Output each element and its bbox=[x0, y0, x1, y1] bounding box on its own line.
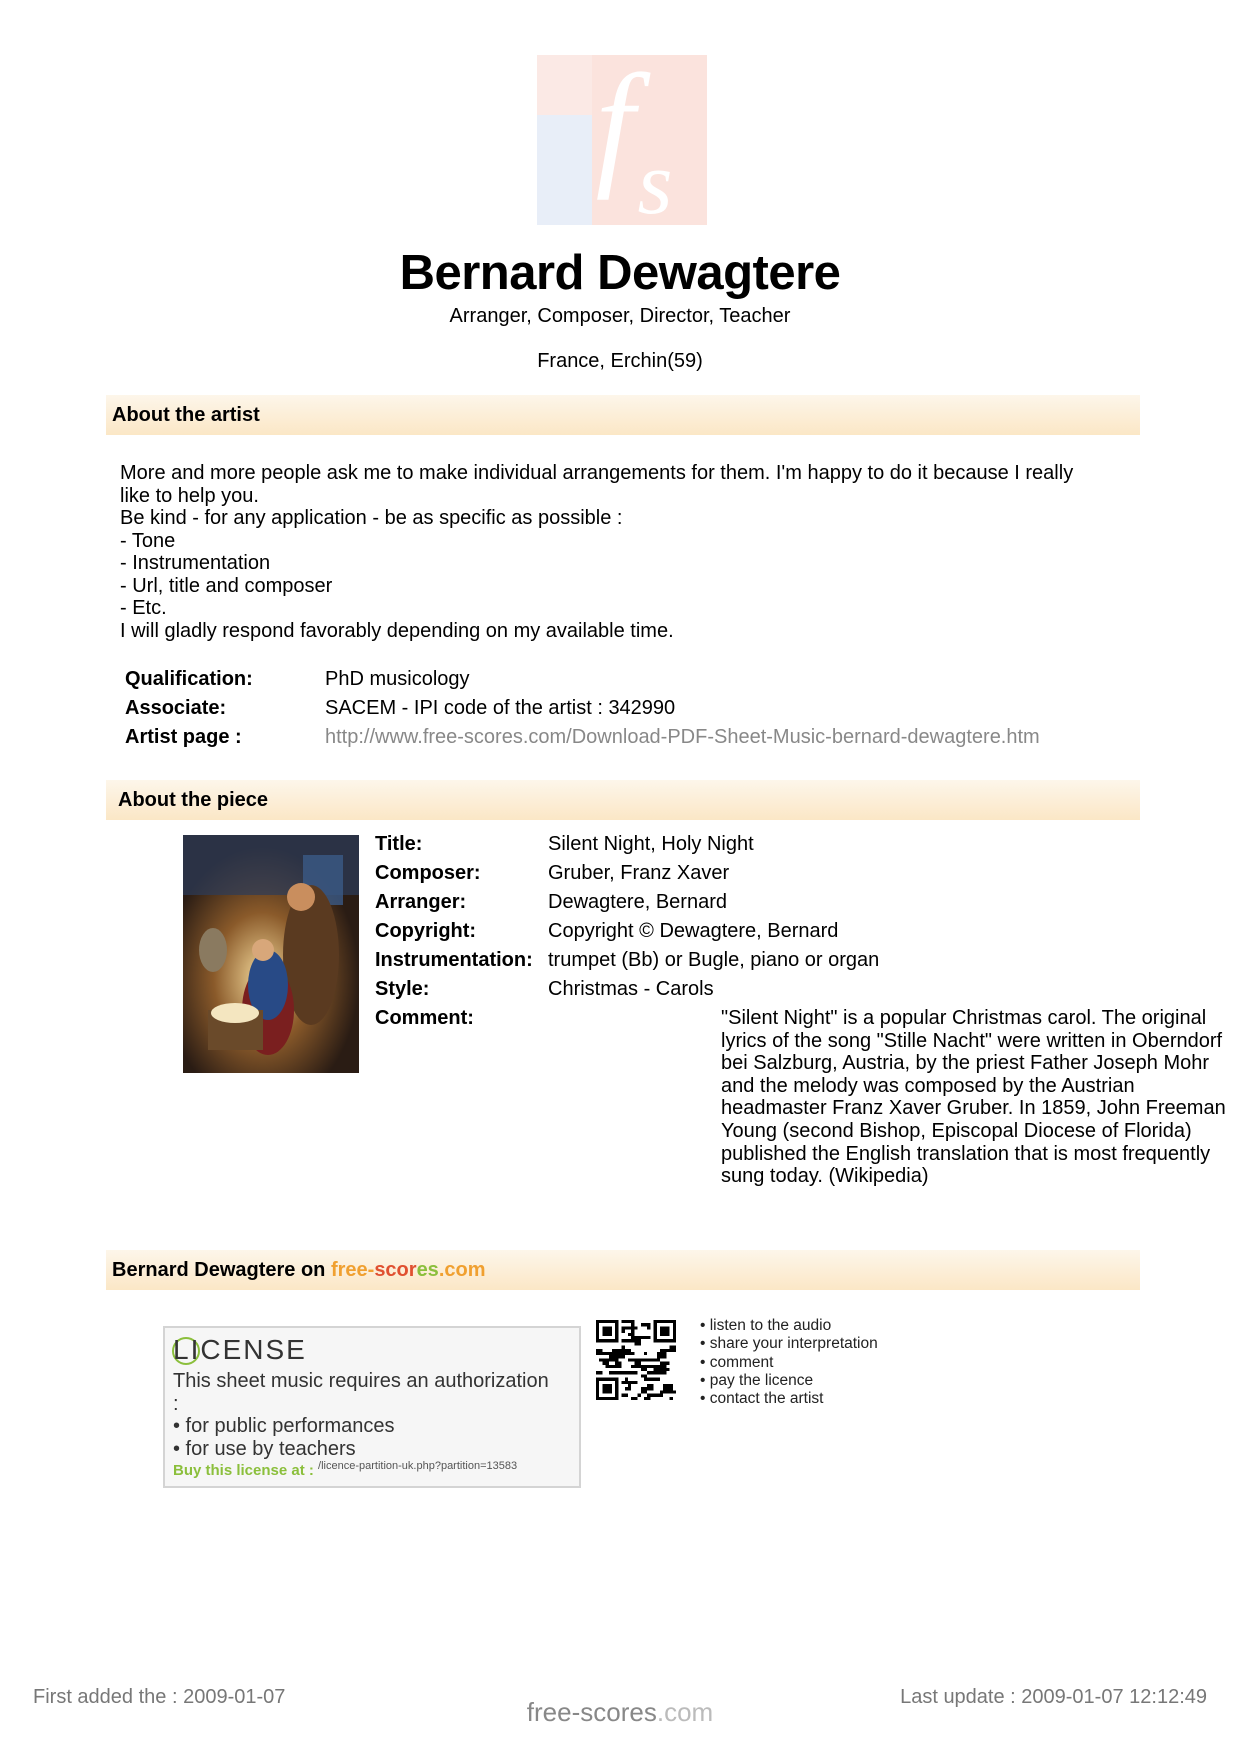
footer-logo-part: free- bbox=[526, 1697, 581, 1727]
footer-logo-part: scores bbox=[580, 1697, 657, 1727]
artist-name: Bernard Dewagtere bbox=[399, 246, 841, 300]
comment-label: Comment: bbox=[375, 1007, 474, 1029]
license-line: • for public performances bbox=[173, 1415, 395, 1437]
artist-bio bbox=[120, 462, 1130, 642]
associate-label: Associate: bbox=[125, 697, 227, 719]
section-heading: About the artist bbox=[112, 404, 260, 426]
bio-line: - Url, title and composer bbox=[120, 574, 333, 597]
feature-item: • comment bbox=[700, 1353, 774, 1371]
site-name-part[interactable]: free- bbox=[330, 1259, 375, 1281]
artist-page-link[interactable]: http://www.free-scores.com/Download-PDF-Sheet-Music-bernard-dewagtere.htm bbox=[325, 726, 1040, 748]
section-about-piece bbox=[106, 780, 1140, 820]
footer-logo-part: .com bbox=[656, 1697, 714, 1727]
associate-row bbox=[125, 697, 1125, 726]
footer-site-logo bbox=[0, 1697, 1240, 1728]
artist-location: France, Erchin(59) bbox=[537, 350, 703, 372]
comment-value: "Silent Night" is a popular Christmas carol. The original lyrics of the song "Stille Nacht" were written in Oberndorf bei Salzburg, Austria, by the priest Father Joseph Mohr and the melody was composed by the Austrian headmaster Franz Xaver Gruber. In 1859, John Freeman Young (second Bishop, Episcopal Diocese of Florida) published the English translation that is most frequently sung today. (Wikipedia) bbox=[721, 1007, 1226, 1188]
instrumentation-value: trumpet (Bb) or Bugle, piano or organ bbox=[548, 949, 880, 971]
bio-line: More and more people ask me to make individual arrangements for them. I'm happy to do it because I really bbox=[120, 462, 1074, 484]
qualification-value: PhD musicology bbox=[325, 668, 470, 690]
feature-list bbox=[700, 1317, 878, 1408]
arranger-row bbox=[375, 891, 1075, 920]
site-name-part[interactable]: scor bbox=[374, 1259, 417, 1281]
free-scores-logo bbox=[537, 55, 707, 225]
bio-line: - Instrumentation bbox=[120, 552, 271, 574]
section-about-artist bbox=[106, 395, 1140, 435]
comment-row bbox=[375, 1007, 1226, 1188]
qr-code-icon[interactable] bbox=[596, 1320, 676, 1400]
site-name-part[interactable]: .com bbox=[438, 1259, 486, 1281]
svg-text:s: s bbox=[637, 134, 673, 225]
arranger-value: Dewagtere, Bernard bbox=[548, 891, 727, 913]
site-name-part[interactable]: es bbox=[416, 1259, 439, 1281]
instrumentation-row bbox=[375, 949, 1075, 978]
license-line: : bbox=[173, 1392, 179, 1415]
buy-license-link[interactable] bbox=[173, 1460, 517, 1479]
qualification-row bbox=[125, 668, 1125, 697]
composer-label: Composer: bbox=[375, 862, 481, 884]
last-update-date: Last update : 2009-01-07 12:12:49 bbox=[900, 1686, 1207, 1708]
section-on-site bbox=[106, 1250, 1140, 1290]
artist-page-row bbox=[125, 726, 1125, 755]
buy-license-label: Buy this license at : bbox=[173, 1462, 314, 1479]
associate-value: SACEM - IPI code of the artist : 342990 bbox=[325, 697, 676, 719]
license-box bbox=[163, 1326, 581, 1488]
feature-item: • pay the licence bbox=[700, 1371, 814, 1389]
license-line: • for use by teachers bbox=[173, 1437, 356, 1460]
copyright-value: Copyright © Dewagtere, Bernard bbox=[548, 920, 839, 942]
feature-item: • listen to the audio bbox=[700, 1317, 832, 1334]
section-heading: About the piece bbox=[118, 789, 269, 811]
artist-page-label: Artist page : bbox=[125, 726, 242, 748]
style-label: Style: bbox=[375, 978, 430, 1000]
nativity-image bbox=[183, 835, 359, 1073]
qualification-label: Qualification: bbox=[125, 668, 253, 690]
section-heading: Bernard Dewagtere on bbox=[112, 1259, 331, 1281]
instrumentation-label: Instrumentation: bbox=[375, 949, 533, 971]
first-added-date: First added the : 2009-01-07 bbox=[33, 1686, 286, 1708]
copyright-row bbox=[375, 920, 1075, 949]
copyright-label: Copyright: bbox=[375, 920, 477, 942]
title-value: Silent Night, Holy Night bbox=[548, 833, 754, 855]
bio-line: Be kind - for any application - be as specific as possible : bbox=[120, 507, 623, 529]
bio-line: like to help you. bbox=[120, 484, 259, 507]
artist-roles: Arranger, Composer, Director, Teacher bbox=[449, 305, 791, 327]
style-value: Christmas - Carols bbox=[548, 978, 714, 1000]
license-line: This sheet music requires an authorization bbox=[173, 1370, 549, 1392]
style-row bbox=[375, 978, 1075, 1007]
svg-text:f: f bbox=[595, 55, 635, 201]
license-title: LICENSE bbox=[173, 1334, 307, 1365]
composer-row bbox=[375, 862, 1075, 891]
title-label: Title: bbox=[375, 833, 423, 855]
bio-line: - Tone bbox=[120, 529, 176, 552]
title-row bbox=[375, 833, 1075, 862]
arranger-label: Arranger: bbox=[375, 891, 467, 913]
bio-line: - Etc. bbox=[120, 597, 167, 619]
license-description bbox=[173, 1370, 573, 1460]
feature-item: • contact the artist bbox=[700, 1390, 824, 1408]
buy-license-url[interactable]: /licence-partition-uk.php?partition=13583 bbox=[318, 1460, 518, 1472]
composer-value: Gruber, Franz Xaver bbox=[548, 862, 730, 884]
bio-line: I will gladly respond favorably depending on my available time. bbox=[120, 619, 674, 642]
piece-details bbox=[375, 833, 1226, 1188]
feature-item: • share your interpretation bbox=[700, 1335, 878, 1353]
